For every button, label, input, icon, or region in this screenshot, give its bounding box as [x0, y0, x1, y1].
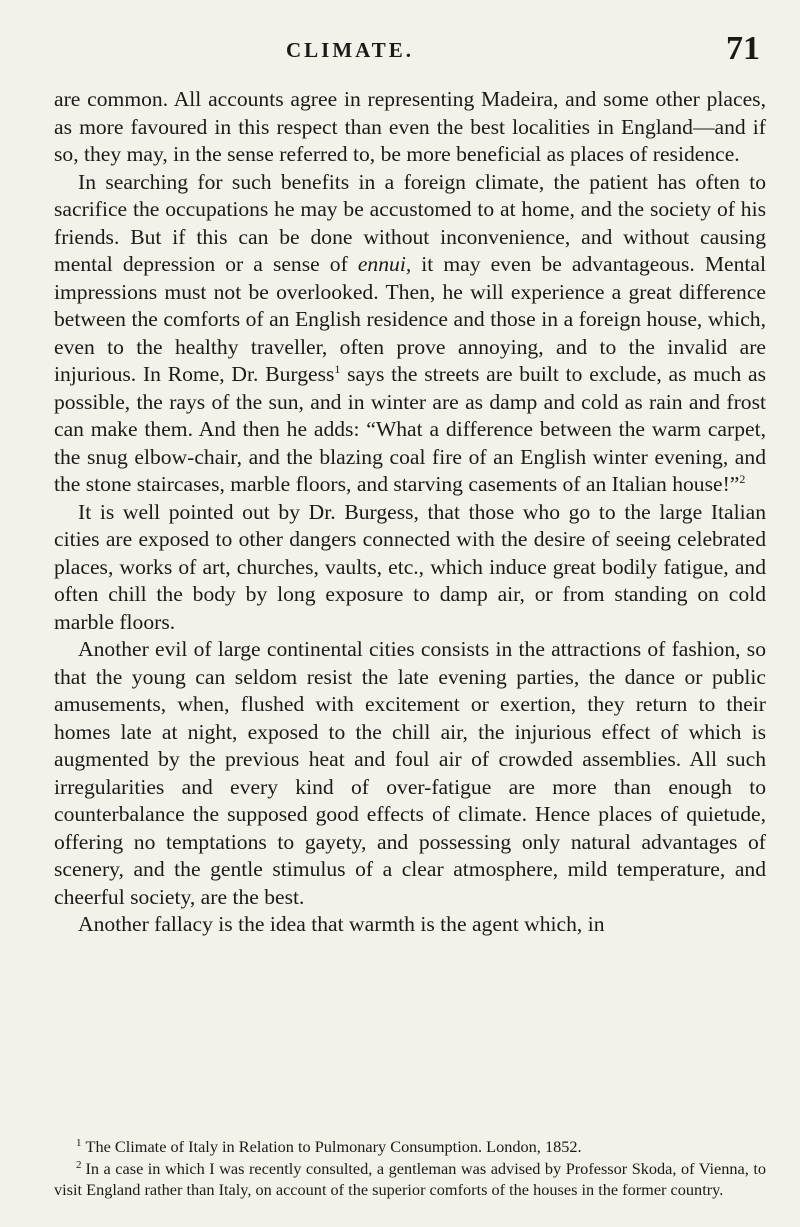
italic-ennui: ennui, — [357, 252, 412, 276]
footnote-1-text: The Climate of Italy in Relation to Pulmonary Consumption. London, 1852. — [85, 1137, 582, 1156]
footnote-2-mark: 2 — [76, 1158, 82, 1171]
paragraph-5: Another fallacy is the idea that warmth is the agent which, in — [78, 912, 605, 936]
footnote-ref-1: 1 — [334, 362, 341, 376]
page-header — [286, 30, 760, 76]
footnote-1-mark: 1 — [76, 1137, 82, 1149]
footnote-1 — [54, 1136, 766, 1158]
footnote-2-text: In a case in which I was recently consulted, a gentleman was advised by Professor Skoda, of Vienna, to visit England rather than Italy, on account of the superior comforts of the houses in the former country. — [54, 1158, 766, 1199]
paragraph-2-part-a: In searching for such benefits in a foreign climate, the patient has often to sacrifice the occupations he may be accustomed to at home, and the society of his friends. But if this can be done without inconvenience, and without causing mental depression or a sense of — [54, 169, 766, 276]
paragraph-2-part-c: says the streets are built to exclude, as much as possible, the rays of the sun, and in winter are as damp and cold as rain and frost can make them. And then he adds: “What a difference between the warm carpet, the snug elbow-chair, and the blazing coal fire of an English winter evening, and the stone staircases, marble floors, and starving casements of an Italian house!” — [54, 362, 766, 496]
paragraph-2-part-b: it may even be advantageous. Mental impressions must not be overlooked. Then, he will experience a great difference between the comforts of an English residence and those in a foreign house, which, even to the healthy traveller, often prove annoying, and to the invalid are injurious. In Rome, Dr. Burgess — [54, 252, 767, 386]
page-number: 71 — [726, 30, 760, 67]
footnote-ref-2: 2 — [739, 472, 746, 486]
footnotes — [54, 1136, 766, 1201]
paragraph-4: Another evil of large continental cities consists in the attractions of fashion, so that the young can seldom resist the late evening parties, the dance or public amusements, when, flushed with excitement or exertion, they return to their homes late at night, exposed to the chill air, the injurious effect of which is augmented by the previous heat and foul air of crowded assemblies. All such irregularities and every kind of over-fatigue are more than enough to counterbalance the supposed good effects of climate. Hence places of quietude, offering no temptations to gayety, and possessing only natural advantages of scenery, and the gentle stimulus of a clear atmosphere, mild temperature, and cheerful society, are the best. — [54, 637, 766, 909]
running-title: CLIMATE. — [286, 38, 415, 62]
paragraph-3: It is well pointed out by Dr. Burgess, that those who go to the large Italian cities are exposed to other dangers connected with the desire of seeing celebrated places, works of art, churches, vaults, etc., which induce great bodily fatigue, and often chill the body by long exposure to damp air, or from standing on cold marble floors. — [54, 499, 766, 634]
paragraph-2 — [54, 169, 766, 499]
body-text — [54, 86, 766, 939]
paragraph-1: are common. All accounts agree in representing Madeira, and some other places, as more favoured in this respect than even the best localities in England—and if so, they may, in the sense referred to, be more beneficial as places of residence. — [54, 87, 766, 166]
footnote-2 — [54, 1158, 766, 1201]
